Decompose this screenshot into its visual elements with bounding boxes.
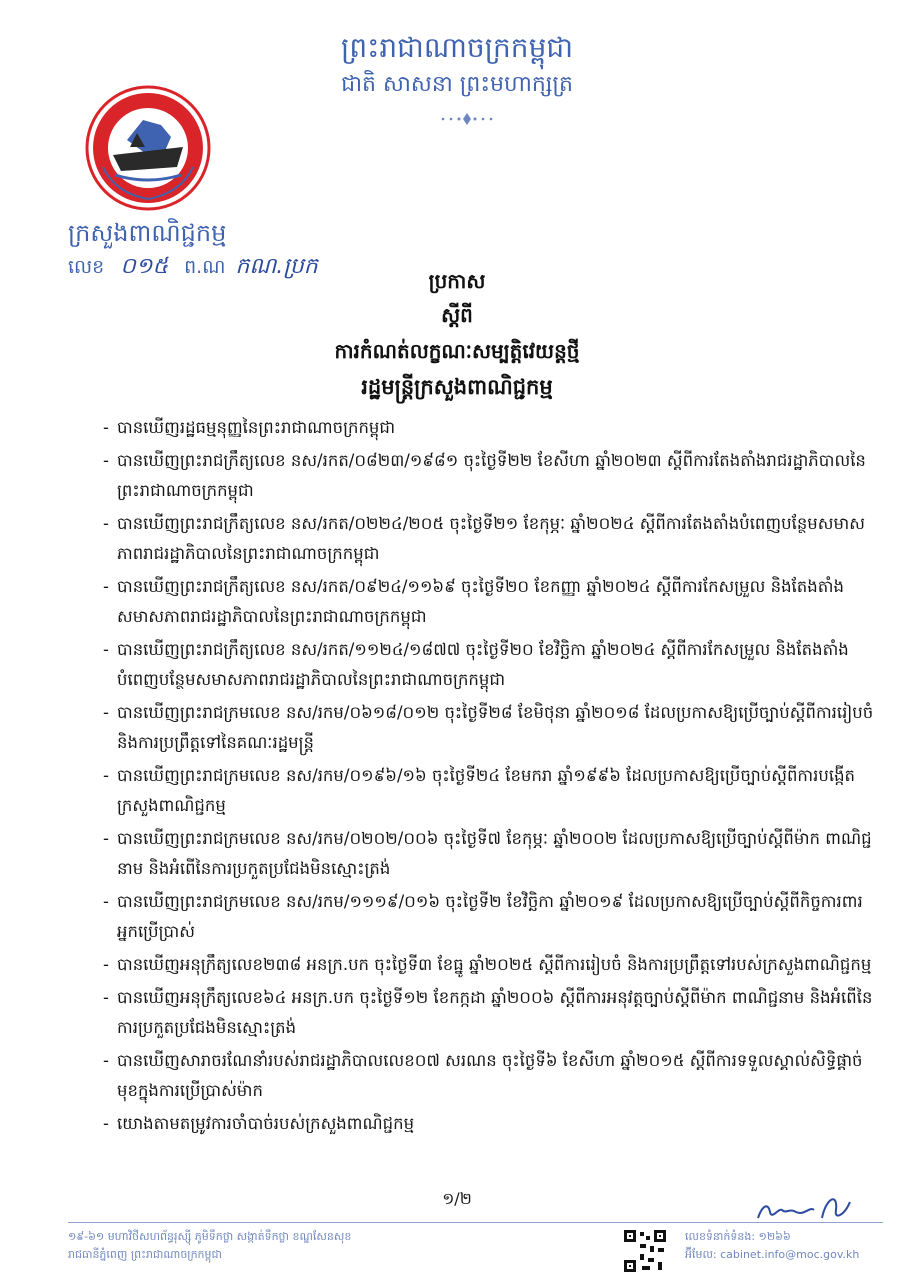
doc-subject: ការកំណត់លក្ខណៈសម្បត្តិវេយន្តថ្មី xyxy=(334,339,580,363)
list-item: - បានឃើញសារាចរណែនាំរបស់រាជរដ្ឋាភិបាលលេខ០៧ សរណន ចុះថ្ងៃទី៦ ខែសីហា ឆ្នាំ២០១៥ ស្តីពីការទទួលស្គាល់សិទ្ធិផ្តាច់មុខក្នុងការប្រើប្រាស់ម៉ាក xyxy=(103,1046,883,1106)
list-item: - បានឃើញព្រះរាជក្រឹត្យលេខ នស/រកត/០៩២៤/១១៦៩ ចុះថ្ងៃទី២០ ខែកញ្ញា ឆ្នាំ២០២៤ ស្តីពីការកែសម្រួល និងតែងតាំងសមាសភាពរាជរដ្ឋាភិបាលនៃព្រះរាជាណាចក្រកម្ពុជា xyxy=(103,572,883,632)
list-item: - បានឃើញរដ្ឋធម្មនុញ្ញនៃព្រះរាជាណាចក្រកម្ពុជា xyxy=(103,413,883,443)
list-item: - បានឃើញព្រះរាជក្រមលេខ នស/រកម/០២០២/០០៦ ចុះថ្ងៃទី៧ ខែកុម្ភៈ ឆ្នាំ២០០២ ដែលប្រកាសឱ្យប្រើច្បាប់ស្តីពីម៉ាក ពាណិជ្ជនាម និងអំពើនៃការប្រកួតប្រជែងមិនស្មោះត្រង់ xyxy=(103,824,883,884)
list-item: - បានឃើញព្រះរាជក្រមលេខ នស/រកម/០១៩៦/១៦ ចុះថ្ងៃទី២៤ ខែមករា ឆ្នាំ១៩៩៦ ដែលប្រកាសឱ្យប្រើច្បាប់ស្តីពីការបង្កើតក្រសួងពាណិជ្ជកម្ម xyxy=(103,761,883,821)
doc-type: ប្រកាស xyxy=(428,269,486,293)
ref-prefix: លេខ xyxy=(68,256,105,278)
list-item: - បានឃើញព្រះរាជក្រមលេខ នស/រកម/១១១៩/០១៦ ចុះថ្ងៃទី២ ខែវិច្ឆិកា ឆ្នាំ២០១៩ ដែលប្រកាសឱ្យប្រើច្បាប់ស្តីពីកិច្ចការពារអ្នកប្រើប្រាស់ xyxy=(103,887,883,947)
list-item: - បានឃើញព្រះរាជក្រឹត្យលេខ នស/រកត/១១២៤/១៨៧៧ ចុះថ្ងៃទី២០ ខែវិច្ឆិកា ឆ្នាំ២០២៤ ស្តីពីការកែសម្រួល និងតែងតាំងបំពេញបន្ថែមសមាសភាពរាជរដ្ឋាភិបាលនៃព្រះរាជាណាចក្រកម្ពុជា xyxy=(103,635,883,695)
hotline: លេខទំនាក់ទំនង: ១២៦៦ xyxy=(685,1230,791,1243)
list-item: - បានឃើញអនុក្រឹត្យលេខ២៣៨ អនក្រ.បក ចុះថ្ងៃទី៣ ខែធ្នូ ឆ្នាំ២០២៥ ស្តីពីការរៀបចំ និងការប្រព្រឹត្តទៅរបស់ក្រសួងពាណិជ្ជកម្ម xyxy=(103,950,883,980)
list-item: - បានឃើញអនុក្រឹត្យលេខ៦៤ អនក្រ.បក ចុះថ្ងៃទី១២ ខែកក្កដា ឆ្នាំ២០០៦ ស្តីពីការអនុវត្តច្បាប់ស្តីពីម៉ាក ពាណិជ្ជនាម និងអំពើនៃការប្រកួតប្រជែងមិនស្មោះត្រង់ xyxy=(103,983,883,1043)
ref-number: ០១៥ xyxy=(120,254,169,279)
footer-divider xyxy=(68,1222,883,1223)
address-line: រាជធានីភ្នំពេញ ព្រះរាជាណាចក្រកម្ពុជា xyxy=(68,1248,222,1261)
legal-basis-list xyxy=(103,413,883,1142)
national-motto: ជាតិ សាសនា ព្រះមហាក្សត្រ xyxy=(341,72,573,97)
qr-code-icon xyxy=(622,1228,668,1274)
divider-ornament-icon xyxy=(437,112,497,126)
doc-about: ស្តីពី xyxy=(441,303,473,327)
footer-contact xyxy=(685,1228,859,1264)
signature-mark xyxy=(752,1188,860,1230)
list-item: - បានឃើញព្រះរាជក្រឹត្យលេខ នស/រកត/០២២៤/២០៥ ចុះថ្ងៃទី២១ ខែកុម្ភៈ ឆ្នាំ២០២៤ ស្តីពីការតែងតាំងបំពេញបន្ថែមសមាសភាពរាជរដ្ឋាភិបាលនៃព្រះរាជាណាចក្រកម្ពុជា xyxy=(103,509,883,569)
doc-issuer: រដ្ឋមន្ត្រីក្រសួងពាណិជ្ជកម្ម xyxy=(361,375,553,399)
ref-suffix: ព.ណ xyxy=(184,256,226,278)
list-item: - យោងតាមតម្រូវការចាំបាច់របស់ក្រសួងពាណិជ្ជកម្ម xyxy=(103,1109,883,1139)
kingdom-heading: ព្រះរាជាណាចក្រកម្ពុជា xyxy=(340,31,573,64)
list-item: - បានឃើញព្រះរាជក្រមលេខ នស/រកម/០៦១៨/០១២ ចុះថ្ងៃទី២៨ ខែមិថុនា ឆ្នាំ២០១៨ ដែលប្រកាសឱ្យប្រើច្បាប់ស្តីពីការរៀបចំ និងការប្រព្រឹត្តទៅនៃគណៈរដ្ឋមន្ត្រី xyxy=(103,698,883,758)
page-number: ១/២ xyxy=(442,1189,472,1208)
address-line: ១៩-៦១ មហាវិថីសហព័ន្ធរុស្ស៊ី ភូមិទឹកថ្លា សង្កាត់ទឹកថ្លា ខណ្ឌសែនសុខ xyxy=(68,1230,352,1243)
ref-handwritten: កណ.ប្រក xyxy=(235,254,318,279)
footer-address xyxy=(68,1228,351,1264)
ministry-name: ក្រសួងពាណិជ្ជកម្ម xyxy=(68,219,227,247)
list-item: - បានឃើញព្រះរាជក្រឹត្យលេខ នស/រកត/០៨២៣/១៩៨១ ចុះថ្ងៃទី២២ ខែសីហា ឆ្នាំ២០២៣ ស្តីពីការតែងតាំងរាជរដ្ឋាភិបាលនៃព្រះរាជាណាចក្រកម្ពុជា xyxy=(103,446,883,506)
ministry-logo xyxy=(85,85,211,211)
email: អ៊ីមែល: cabinet.info@moc.gov.kh xyxy=(685,1248,860,1261)
